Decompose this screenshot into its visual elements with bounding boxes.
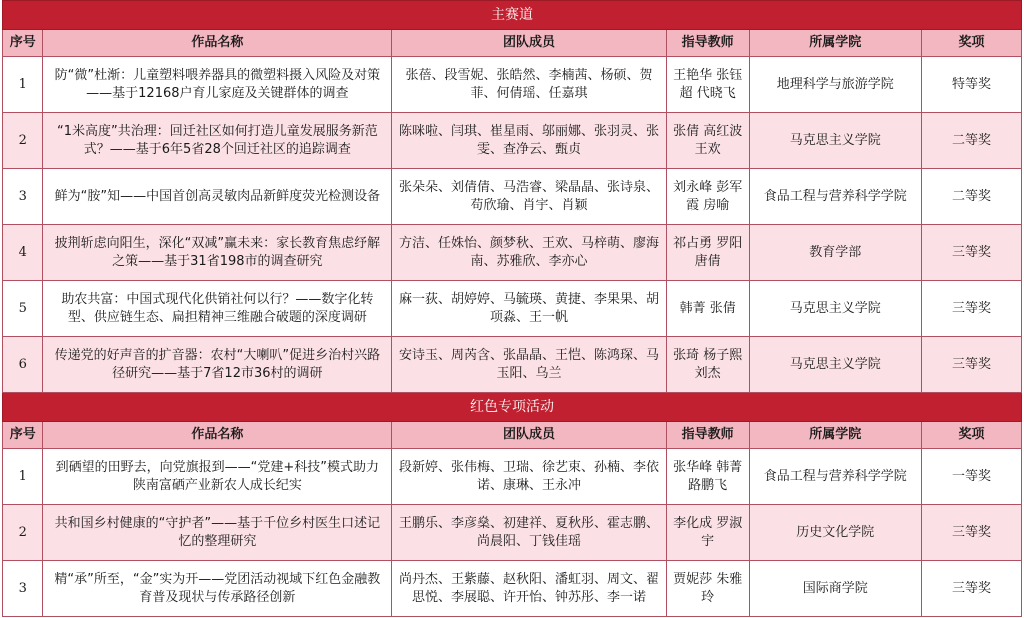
table-row — [3, 449, 1022, 505]
team-members: 尚丹杰、王紫藤、赵秋阳、潘虹羽、周文、翟思悦、李展聪、许开怡、钟苏彤、李一诺 — [392, 561, 666, 617]
advisors: 张倩 高红波 王欢 — [666, 113, 749, 169]
column-header-row — [3, 422, 1022, 449]
table-row — [3, 505, 1022, 561]
work-title: 披荆斩虑向阳生，深化“双减”赢未来：家长教育焦虑纾解之策——基于31省198市的调查研究 — [43, 225, 392, 281]
award: 三等奖 — [921, 281, 1021, 337]
advisors: 刘永峰 彭军霞 房喻 — [666, 169, 749, 225]
work-title: 助农共富：中国式现代化供销社何以行？——数字化转型、供应链生态、扁担精神三维融合破题的深度调研 — [43, 281, 392, 337]
college: 马克思主义学院 — [749, 281, 921, 337]
advisors: 韩菁 张倩 — [666, 281, 749, 337]
awards-table — [2, 0, 1022, 617]
college: 食品工程与营养科学学院 — [749, 449, 921, 505]
team-members: 陈咪啦、闫琪、崔星雨、邬丽娜、张羽灵、张雯、查净云、甄贞 — [392, 113, 666, 169]
column-header: 序号 — [3, 422, 43, 449]
college: 马克思主义学院 — [749, 337, 921, 393]
section-title: 红色专项活动 — [3, 393, 1022, 422]
column-header: 所属学院 — [749, 422, 921, 449]
award: 二等奖 — [921, 113, 1021, 169]
award: 一等奖 — [921, 449, 1021, 505]
column-header: 作品名称 — [43, 30, 392, 57]
row-number: 6 — [3, 337, 43, 393]
team-members: 张朵朵、刘倩倩、马浩睿、梁晶晶、张诗泉、苟欣瑜、肖宇、肖颖 — [392, 169, 666, 225]
row-number: 3 — [3, 561, 43, 617]
team-members: 方洁、任姝怡、颜梦秋、王欢、马梓萌、廖海南、苏雅欣、李亦心 — [392, 225, 666, 281]
row-number: 2 — [3, 505, 43, 561]
work-title: 共和国乡村健康的“守护者”——基于千位乡村医生口述记忆的整理研究 — [43, 505, 392, 561]
advisors: 张琦 杨子熙 刘杰 — [666, 337, 749, 393]
advisors: 王艳华 张钰超 代晓飞 — [666, 57, 749, 113]
advisors: 李化成 罗淑宇 — [666, 505, 749, 561]
table-row — [3, 113, 1022, 169]
team-members: 张蓓、段雪妮、张皓然、李楠茜、杨硕、贺菲、何倩瑶、任嘉琪 — [392, 57, 666, 113]
team-members: 段新婷、张伟梅、卫瑞、徐艺束、孙楠、李依诺、康琳、王永冲 — [392, 449, 666, 505]
award: 三等奖 — [921, 337, 1021, 393]
row-number: 5 — [3, 281, 43, 337]
team-members: 麻一荻、胡婷婷、马毓瑛、黄捷、李果果、胡项淼、王一帆 — [392, 281, 666, 337]
column-header: 奖项 — [921, 30, 1021, 57]
table-row — [3, 561, 1022, 617]
work-title: 到硒望的田野去，向党旗报到——“党建+科技”模式助力陕南富硒产业新农人成长纪实 — [43, 449, 392, 505]
team-members: 王鹏乐、李彦燊、初建祥、夏秋彤、霍志鹏、尚晨阳、丁钱佳瑶 — [392, 505, 666, 561]
work-title: 传递党的好声音的扩音器：农村“大喇叭”促进乡治村兴路径研究——基于7省12市36村的调研 — [43, 337, 392, 393]
column-header: 团队成员 — [392, 422, 666, 449]
award: 三等奖 — [921, 561, 1021, 617]
college: 马克思主义学院 — [749, 113, 921, 169]
team-members: 安诗玉、周芮含、张晶晶、王恺、陈鸿琛、马玉阳、乌兰 — [392, 337, 666, 393]
row-number: 3 — [3, 169, 43, 225]
college: 食品工程与营养科学学院 — [749, 169, 921, 225]
table-row — [3, 169, 1022, 225]
row-number: 1 — [3, 449, 43, 505]
advisors: 贾妮莎 朱雅玲 — [666, 561, 749, 617]
table-row — [3, 281, 1022, 337]
table-row — [3, 225, 1022, 281]
work-title: 精“承”所至，“金”实为开——党团活动视域下红色金融教育普及现状与传承路径创新 — [43, 561, 392, 617]
work-title: 鲜为“胺”知——中国首创高灵敏肉品新鲜度荧光检测设备 — [43, 169, 392, 225]
advisors: 祁占勇 罗阳 唐倩 — [666, 225, 749, 281]
section-header-row — [3, 393, 1022, 422]
work-title: 防“微”杜渐：儿童塑料喂养器具的微塑料摄入风险及对策——基于12168户育儿家庭及关键群体的调查 — [43, 57, 392, 113]
column-header-row — [3, 30, 1022, 57]
column-header: 奖项 — [921, 422, 1021, 449]
column-header: 团队成员 — [392, 30, 666, 57]
section-header-row — [3, 1, 1022, 30]
advisors: 张华峰 韩菁 路鹏飞 — [666, 449, 749, 505]
award: 三等奖 — [921, 505, 1021, 561]
row-number: 2 — [3, 113, 43, 169]
work-title: “1米高度”共治理：回迁社区如何打造儿童发展服务新范式？——基于6年5省28个回迁社区的追踪调查 — [43, 113, 392, 169]
row-number: 1 — [3, 57, 43, 113]
table-row — [3, 337, 1022, 393]
table-row — [3, 57, 1022, 113]
column-header: 所属学院 — [749, 30, 921, 57]
column-header: 指导教师 — [666, 422, 749, 449]
award: 特等奖 — [921, 57, 1021, 113]
award: 三等奖 — [921, 225, 1021, 281]
college: 国际商学院 — [749, 561, 921, 617]
college: 地理科学与旅游学院 — [749, 57, 921, 113]
row-number: 4 — [3, 225, 43, 281]
column-header: 作品名称 — [43, 422, 392, 449]
column-header: 指导教师 — [666, 30, 749, 57]
college: 教育学部 — [749, 225, 921, 281]
college: 历史文化学院 — [749, 505, 921, 561]
award: 二等奖 — [921, 169, 1021, 225]
section-title: 主赛道 — [3, 1, 1022, 30]
column-header: 序号 — [3, 30, 43, 57]
